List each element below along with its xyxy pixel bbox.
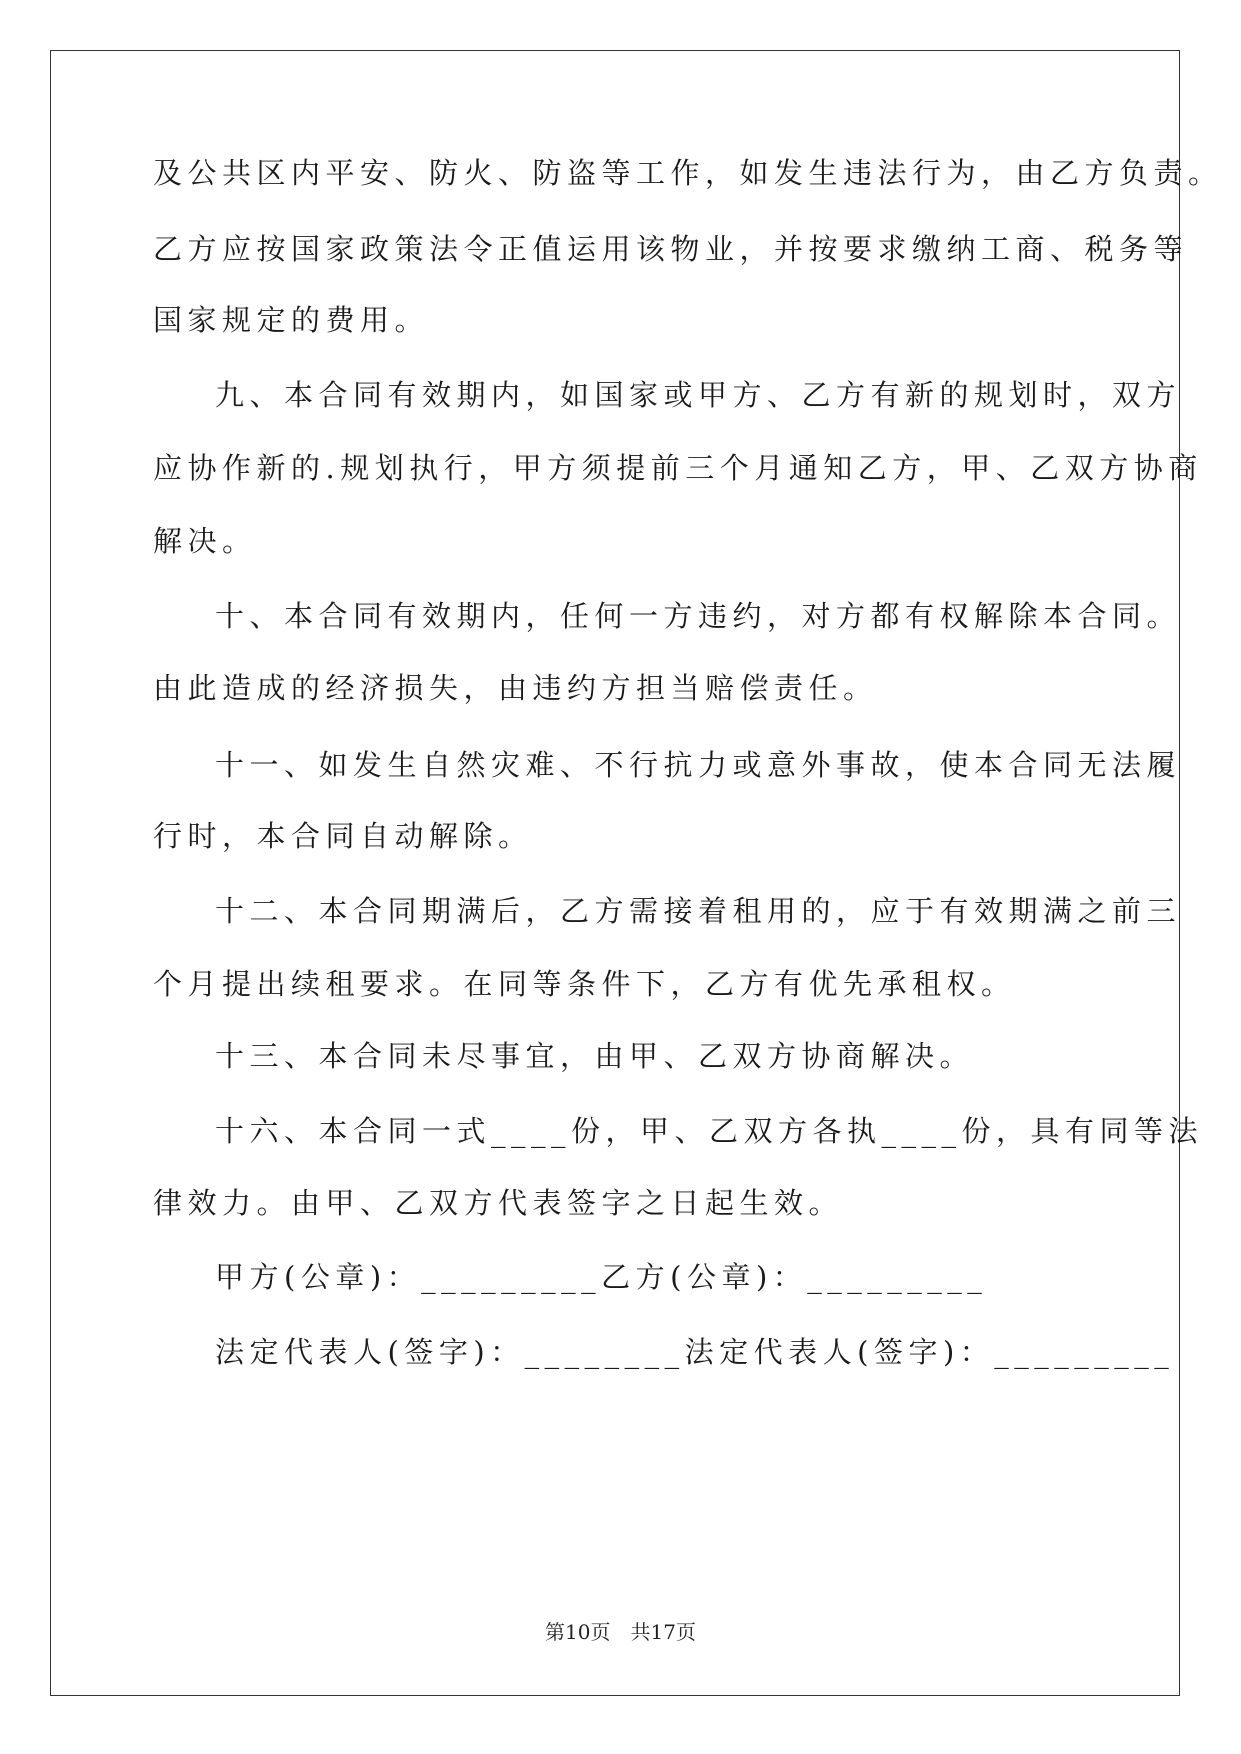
text-line: 十一、如发生自然灾难、不行抗力或意外事故，使本合同无法履 [215,748,1182,782]
signature-line-representatives: 法定代表人(签字)：________法定代表人(签字)：_________ [215,1335,1175,1369]
text-line: 由此造成的经济损失，由违约方担当赔偿责任。 [153,671,878,705]
text-line: 解决。 [153,524,257,558]
signature-line-party-a-b: 甲方(公章)：_________乙方(公章)：_________ [215,1260,988,1294]
text-line: 乙方应按国家政策法令正值运用该物业，并按要求缴纳工商、税务等 [153,232,1189,266]
text-line: 十六、本合同一式____份，甲、乙双方各执____份，具有同等法 [215,1114,1204,1148]
text-line: 行时，本合同自动解除。 [153,819,533,853]
page-number-label: 第10页 共17页 [545,1620,696,1644]
text-line: 九、本合同有效期内，如国家或甲方、乙方有新的规划时，双方 [215,378,1182,412]
text-line: 律效力。由甲、乙双方代表签字之日起生效。 [153,1186,844,1220]
text-line: 国家规定的费用。 [153,303,430,337]
text-line: 十二、本合同期满后，乙方需接着租用的，应于有效期满之前三 [215,894,1182,928]
text-line: 个月提出续租要求。在同等条件下，乙方有优先承租权。 [153,967,1016,1001]
page-border [50,50,1180,1696]
text-line: 及公共区内平安、防火、防盗等工作，如发生违法行为，由乙方负责。 [153,156,1223,190]
text-line: 十三、本合同未尽事宜，由甲、乙双方协商解决。 [215,1039,975,1073]
text-line: 十、本合同有效期内，任何一方违约，对方都有权解除本合同。 [215,599,1182,633]
page-number-footer [0,1616,1241,1645]
text-line: 应协作新的.规划执行，甲方须提前三个月通知乙方，甲、乙双方协商 [153,451,1203,485]
